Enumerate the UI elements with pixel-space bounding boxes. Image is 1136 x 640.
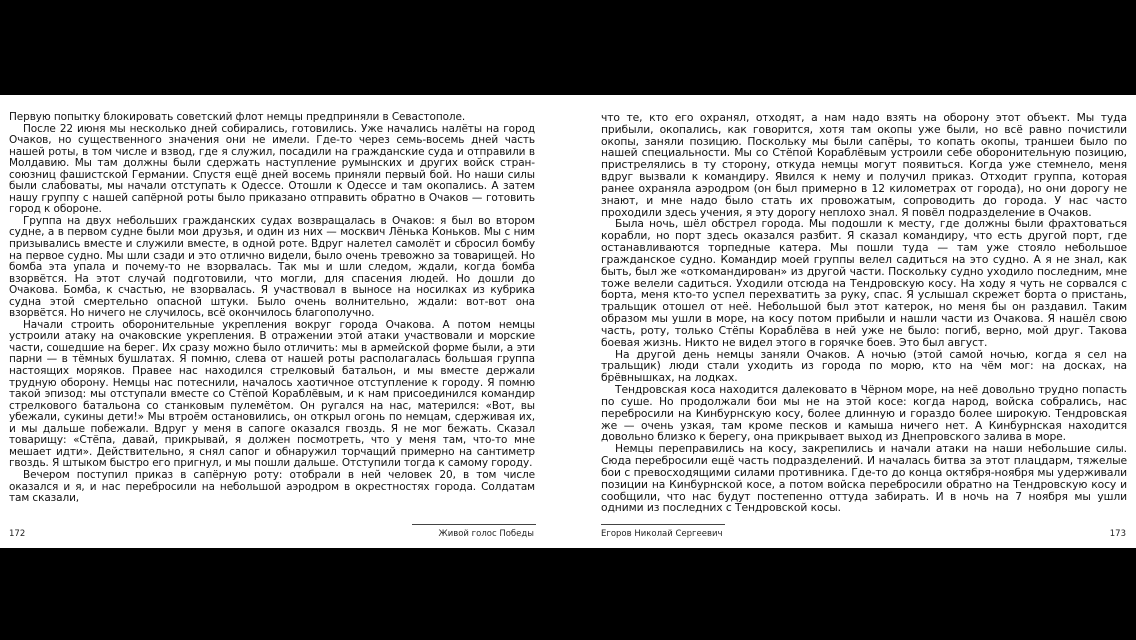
left-page-number: 172 bbox=[9, 529, 26, 539]
right-paragraph-2: Была ночь, шёл обстрел города. Мы подошли к месту, где должны были фрахтоваться корабли, но порт здесь оказался разбит. Я сказал командиру, что есть другой порт, где останавливаются торпедные катера. Мы пошли туда — там уже стояло небольшое гражданское судно. Командир моей группы велел садиться на это судно. А я не знал, как быть, был же «откомандирован» из другой части. Поскольку судно уходило последним, мне тоже велели садиться. Уходили отсюда на Тендровскую косу. На ходу я чуть не сорвался с борта, меня кто-то успел перехватить за руку, спас. Я услышал скрежет борта о пристань, тральщик отошел от неё. Небольшой был этот катерок, но меня бы он раздавил. Таким образом мы ушли в море, на косу потом прибыли и нашли части из Очакова. Я нашёл свою часть, роту, только Стёпы Кораблёва в ней уже не было: погиб, верно, мой друг. Такова боевая жизнь. Никто не видел этого в горячке боев. Это был август. bbox=[601, 217, 1127, 349]
left-paragraph-3: Группа на двух небольших гражданских судах возвращалась в Очаков: я был во втором судне, а в первом судне были мои друзья, и один из них — москвич Лёнька Коньков. Мы с ним призывались вместе и служили вместе, в одной роте. Вдруг налетел самолёт и сбросил бомбу на первое судно. Мы шли сзади и это отлично видели, было очень тревожно за товарищей. Но бомба эта упала и почему-то не взорвалась. Так мы и шли следом, ждали, когда бомба взорвётся. На этот случай подготовили, что могли, для спасения людей. Но дошли до Очакова. Бомба, к счастью, не взорвалась. Я участвовал в выносе на носилках из кубрика судна этой смертельно опасной штуки. Было очень волнительно, ждали: вот-вот она взорвётся. Но ничего не случилось, всё окончилось благополучно. bbox=[9, 214, 535, 320]
left-running-footer: Живой голос Победы bbox=[438, 529, 534, 539]
right-page-number: 173 bbox=[1109, 529, 1126, 539]
book-spread bbox=[0, 95, 1136, 548]
right-paragraph-1: что те, кто его охранял, отходят, а нам надо взять на оборону этот объект. Мы туда прибыли, окопались, как говорится, хотя там окопы уже были, но всё равно почистили окопы, заняли позицию. Поскольку мы были сапёры, то копать окопы, траншеи было по нашей специальности. Мы со Стёпой Кораблёвым устроили себе оборонительную позицию, пристрелялись в ту сторону, откуда немцы могут появиться. Когда уже стемнело, меня вдруг вызвали к командиру. Явился к нему и получил приказ. Отходит группа, которая ранее охраняла аэродром (он был примерно в 12 километрах от города), но они дорогу не знают, и мне надо было стать их провожатым, сопроводить до города. У нас часто проходили здесь учения, я эту дорогу неплохо знал. Я повёл подразделение в Очаков. bbox=[601, 111, 1127, 219]
left-page-text bbox=[9, 112, 535, 505]
right-paragraph-5: Немцы переправились на косу, закрепились и начали атаки на наши небольшие силы. Сюда перебросили ещё часть подразделений. И началась битва за этот плацдарм, тяжелые бои с превосходящими силами противника. Где-то до конца октября-ноября мы удерживали позиции на Кинбурнской косе, а потом войска перебросили обратно на Тендровскую косу и сообщили, что нас будут постепенно оттуда забирать. И в ночь на 7 ноября мы ушли одними из последних с Тендровской косы. bbox=[601, 442, 1127, 515]
right-paragraph-3: На другой день немцы заняли Очаков. А ночью (этой самой ночью, когда я сел на тральщик) люди стали уходить из города по морю, кто на чём мог: на досках, на брёвнышках, на лодках. bbox=[601, 347, 1127, 385]
right-running-footer: Егоров Николай Сергеевич bbox=[601, 529, 723, 539]
right-footer-rule bbox=[601, 524, 725, 525]
left-paragraph-4: Начали строить оборонительные укрепления вокруг города Очакова. А потом немцы устроили атаку на очаковские укрепления. В отражении этой атаки участвовали и морские части, сошедшие на берег. Их сразу можно было отличить: мы в армейской форме были, а эти парни — в тёмных бушлатах. Я помню, слева от нашей роты располагалась большая группа настоящих моряков. Правее нас находился стрелковый батальон, и мы вместе держали трудную оборону. Немцы нас потеснили, началось хаотичное отступление к городу. Я помню такой эпизод: мы отступали вместе со Стёпой Кораблёвым, и к нам присоединился командир стрелкового батальона со станковым пулемётом. Он ругался на нас, матерился: «Вот, вы убежали, сукины дети!» Мы втроём остановились, он открыл огонь по немцам, сдерживая их, и мы дальше побежали. Вдруг у меня в сапоге оказался гвоздь. Я не мог бежать. Сказал товарищу: «Стёпа, давай, прикрывай, я должен посмотреть, что у меня там, что-то мне мешает идти». Действительно, я снял сапог и обнаружил торчащий примерно на сантиметр гвоздь. Я штыком быстро его пригнул, и мы пошли дальше. Отступили тогда к самому городу. bbox=[9, 318, 535, 470]
right-paragraph-4: Тендровская коса находится далековато в Чёрном море, на неё довольно трудно попасть по суше. Но продолжали бои мы не на этой косе: когда народ, войска собрались, нас переброcили на Кинбурнскую косу, более длинную и гораздо более широкую. Тендровская же — очень узкая, там кроме песков и камыша ничего нет. А Кинбурнская находится довольно близко к берегу, она прикрывает выход из Днепровского залива в море. bbox=[601, 383, 1127, 444]
left-paragraph-5: Вечером поступил приказ в сапёрную роту: отобрали в ней человек 20, в том числе оказался и я, и нас перебросили на небольшой аэродром в окрестностях города. Солдатам там сказали, bbox=[9, 468, 535, 505]
left-footer-rule bbox=[412, 524, 536, 525]
left-paragraph-1: Первую попытку блокировать советский флот немцы предприняли в Севастополе. bbox=[9, 111, 466, 123]
right-page-text bbox=[601, 112, 1127, 514]
left-paragraph-2: После 22 июня мы несколько дней собирались, готовились. Уже начались налёты на город Очаков, но существенного значения они не имели. Где-то через семь-восемь дней часть нашей роты, в том числе и взвод, где я служил, посадили на гражданские суда и отправили в Молдавию. Мы там должны были сдержать наступление румынских и других войск стран-союзниц фашистской Германии. Спустя ещё дней восемь приняли первый бой. Но наши силы были слабоваты, мы начали отступать к Одессе. Отошли к Одессе и там окопались. А затем нашу группу с нашей сапёрной роты было приказано отправить обратно в Очаков — готовить город к обороне. bbox=[9, 122, 535, 216]
